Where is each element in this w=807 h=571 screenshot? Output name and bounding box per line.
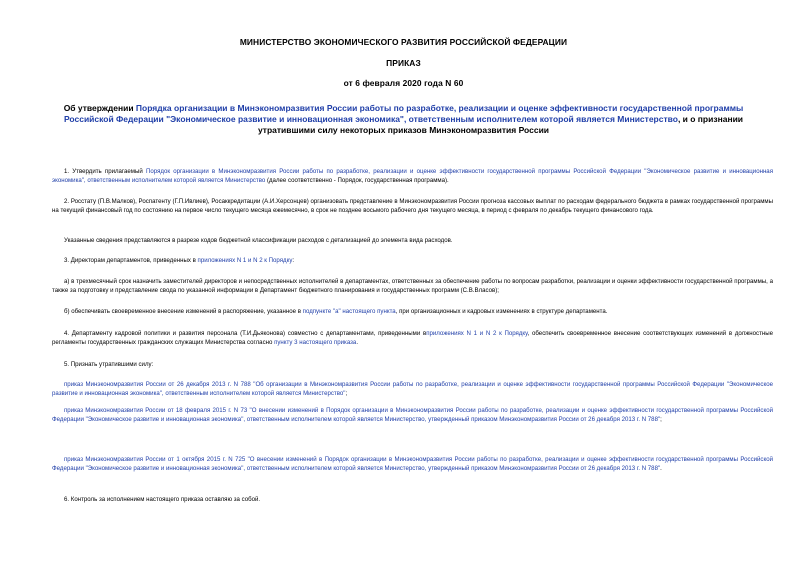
title-prefix: Об утверждении — [63, 103, 136, 113]
paragraph-6 — [52, 307, 773, 316]
paragraph-10 — [52, 406, 773, 425]
p10-link[interactable]: приказ Минэкономразвития России от 18 февраля 2015 г. N 73 "О внесении изменений в Порядок организации в Минэкономразвития России работы по разработке, реализации и оценке эффективности государственной программы Российской Федерации "Экономическое развитие и инновационная экономика", ответственным исполнителем которой является Министерство, утвержденный приказом Минэкономразвития России от 26 декабря 2013 г. N 788" — [52, 407, 773, 424]
title-suffix: , и о признании утратившими силу некоторых приказов Минэкономразвития России — [257, 114, 744, 136]
p11-link[interactable]: приказ Минэкономразвития России от 1 октября 2015 г. N 725 "О внесении изменений в Порядок организации в Минэкономразвития России работы по разработке, реализации и оценке эффективности государственной программы Российской Федерации "Экономическое развитие и инновационная экономика", ответственным исполнителем которой является Министерство, утвержденный приказом Минэкономразвития России от 26 декабря 2013 г. N 788" — [52, 456, 773, 473]
paragraph-3 — [52, 236, 773, 245]
title-link[interactable]: Порядка организации в Минэкономразвития России работы по разработке, реализации и оценке эффективности государственной программы Российской Федерации "Экономическое развитие и инновационная экономика", ответственным исполнителем которой является Министерство — [63, 103, 744, 125]
p9-link[interactable]: приказ Минэкономразвития России от 26 декабря 2013 г. N 788 "Об организации в Минэкономразвития России работы по разработке, реализации и оценке эффективности государственной программы Российской Федерации "Экономическое развитие и инновационная экономика", ответственным исполнителем которой является Министерство" — [52, 381, 773, 398]
p2-text: 2. Росстату (П.В.Малков), Роспатенту (Г.П.Ивлиев), Росаккредитации (А.И.Херсонцев) организовать представление в Минэкономразвития России прогноза кассовых выплат по расходам федерального бюджета в рамках государственной программы на текущий финансовый год по состоянию на первое число текущего месяца ежемесячно, в срок не позднее восьмого рабочего дня текущего месяца, в период с февраля по декабрь текущего финансового года. — [52, 198, 773, 215]
ministry-heading: МИНИСТЕРСТВО ЭКОНОМИЧЕСКОГО РАЗВИТИЯ РОССИЙСКОЙ ФЕДЕРАЦИИ — [239, 37, 568, 47]
doc-type-heading: ПРИКАЗ — [386, 58, 421, 68]
paragraph-5 — [52, 277, 773, 296]
paragraph-7 — [52, 329, 773, 348]
p7-text-a: 4. Департаменту кадровой политики и развития персонала (Т.И.Дьяконова) совместно с департаментами, приведенными в — [64, 330, 427, 337]
p5-text: а) в трехмесячный срок назначить заместителей директоров и непосредственных исполнителей в департаментах, ответственных за обеспечение работы по вопросам разработки, реализации и оценки эффективности государственной программы, а также за подготовку и представление свода по указанной информации в Департамент бюджетного планирования и государственных программ (С.В.Власов); — [52, 278, 773, 295]
p9-text-b: ; — [345, 390, 348, 398]
p7-link-2[interactable]: пункту 3 настоящего приказа — [274, 339, 357, 347]
p3-text: Указанные сведения представляются в разрезе кодов бюджетной классификации расходов с детализацией до элемента вида расходов. — [64, 237, 453, 244]
paragraph-4 — [52, 256, 773, 265]
p1-link[interactable]: Порядок организации в Минэкономразвития России работы по разработке, реализации и оценке эффективности государственной программы Российской Федерации "Экономическое развитие и инновационная экономика", ответственным исполнителем которой является Министерство — [52, 168, 774, 185]
p11-text-b: . — [660, 465, 662, 473]
paragraph-12 — [52, 495, 773, 504]
document-title — [40, 103, 767, 137]
p1-text-a: 1. Утвердить прилагаемый — [64, 168, 146, 175]
p7-text-b: , обеспечить своевременное внесение соответствующих изменений в должностные регламенты государственных гражданских служащих Министерства согласно — [52, 330, 774, 347]
p4-text-a: 3. Директорам департаментов, приведенных в — [64, 257, 198, 264]
paragraph-1 — [52, 167, 773, 186]
p1-text-b: (далее соответственно - Порядок, государственная программа). — [265, 177, 449, 185]
p7-link-1[interactable]: приложениях N 1 и N 2 к Порядку — [426, 330, 528, 337]
paragraph-8 — [52, 360, 773, 369]
p4-text-b: : — [292, 257, 295, 264]
p6-text-a: б) обеспечивать своевременное внесение изменений в распоряжение, указанное в — [64, 308, 303, 315]
paragraph-2 — [52, 197, 773, 216]
p4-link[interactable]: приложениях N 1 и N 2 к Порядку — [197, 257, 293, 264]
p10-text-b: ; — [660, 416, 662, 424]
p6-text-b: , при организационных и кадровых изменениях в структуре департамента. — [395, 308, 608, 315]
p6-link[interactable]: подпункте "а" настоящего пункта — [302, 308, 396, 315]
date-number-heading: от 6 февраля 2020 года N 60 — [343, 78, 464, 88]
paragraph-9 — [52, 380, 773, 399]
p12-text: 6. Контроль за исполнением настоящего приказа оставляю за собой. — [64, 496, 261, 503]
p8-text: 5. Признать утратившими силу: — [64, 361, 154, 368]
paragraph-11 — [52, 455, 773, 474]
p7-text-c: . — [356, 339, 359, 347]
